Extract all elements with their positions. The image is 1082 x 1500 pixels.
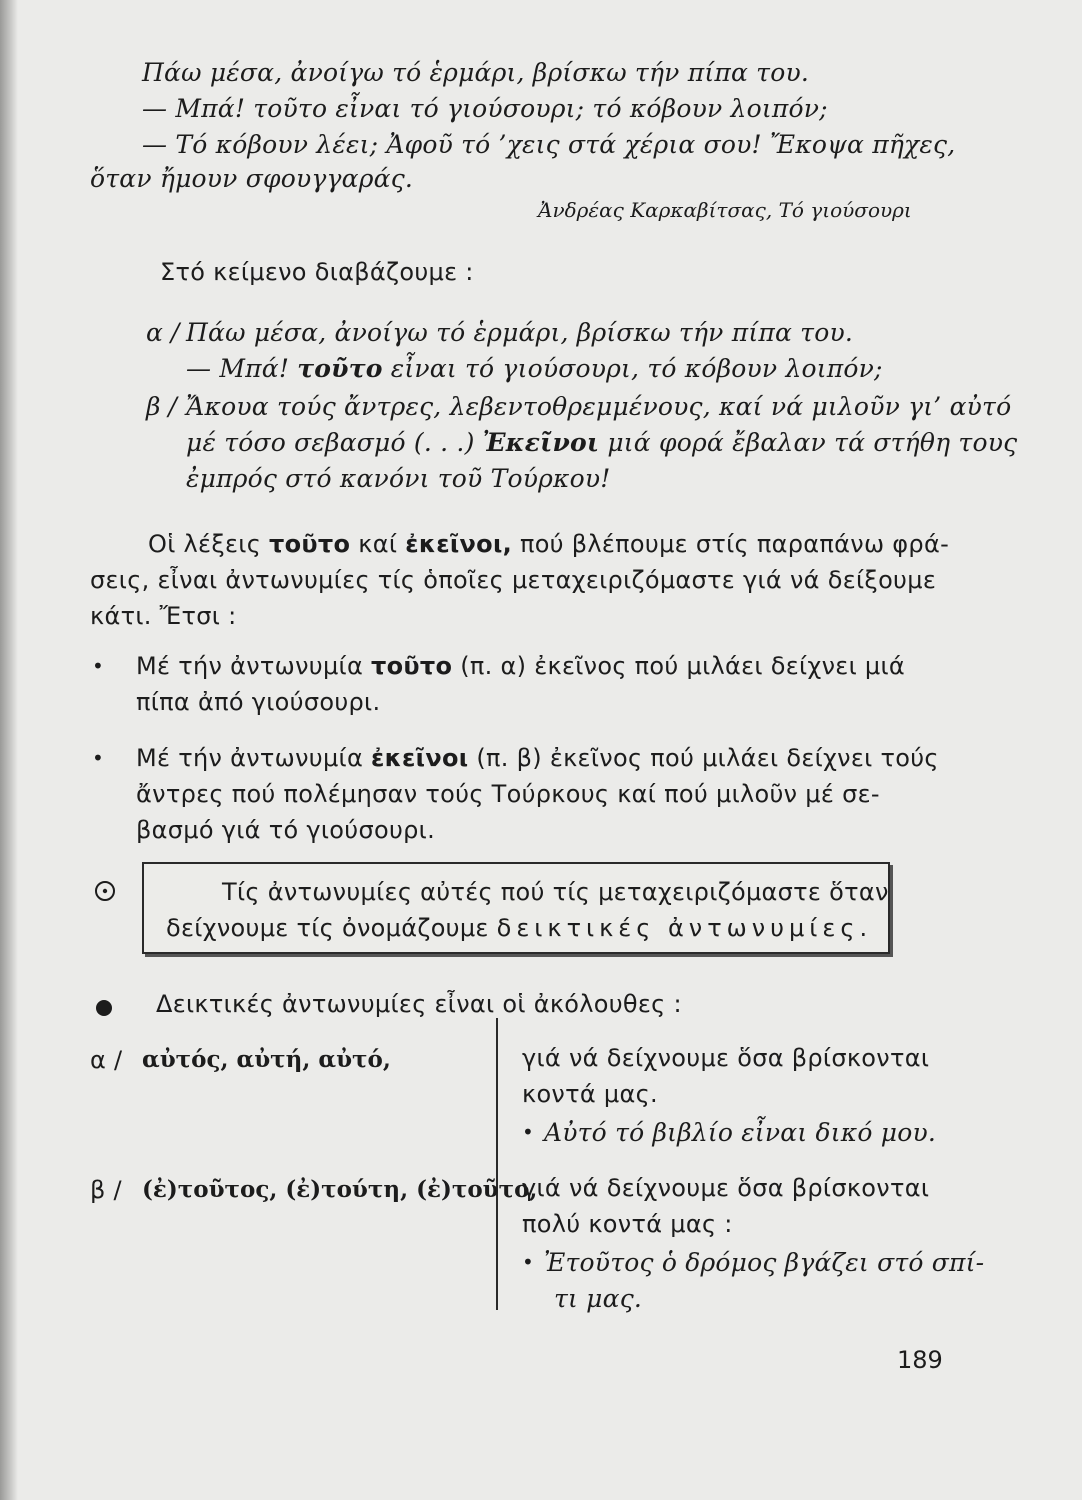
bullet-1-line-1: Μέ τήν ἀντωνυμία τοῦτο (π. α) ἐκεῖνος πού μιλάει δείχνει μιά — [136, 652, 906, 680]
list-b-desc-1: γιά νά δείχνουμε ὅσα βρίσκονται — [522, 1174, 930, 1202]
explanation-line-2: σεις, εἶναι ἀντωνυμίες τίς ὁποῖες μεταχειριζόμαστε γιά νά δείξουμε — [90, 566, 937, 594]
column-divider — [496, 1018, 498, 1310]
list-b-desc-2: πολύ κοντά μας : — [522, 1210, 733, 1238]
bullet-2-line-1: Μέ τήν ἀντωνυμία ἐκεῖνοι (π. β) ἐκεῖνος πού μιλάει δείχνει τούς — [136, 744, 939, 772]
reading-b-line-3: ἐμπρός στό κανόνι τοῦ Τούρκου! — [186, 464, 611, 493]
page-number: 189 — [897, 1346, 943, 1374]
rule-box-line-2: δείχνουμε τίς ὀνομάζουμε δεικτικές ἀντωνυμίες. — [166, 914, 873, 942]
bullet-icon: • — [522, 1120, 534, 1144]
reading-b-line-1: Ἄκουα τούς ἄντρες, λεβεντοθρεμμένους, καί νά μιλοῦν γι’ αὐτό — [186, 392, 1012, 421]
emphasis-touto: τοῦτο — [297, 354, 383, 383]
term-demonstrative-pronouns: δεικτικές ἀντωνυμίες. — [496, 914, 873, 942]
target-circle-icon — [94, 880, 116, 902]
emphasis-ekeinoi: Ἐκεῖνοι — [482, 428, 600, 457]
bullet-2-line-3: βασμό γιά τό γιούσουρι. — [136, 816, 436, 844]
list-heading: Δεικτικές ἀντωνυμίες εἶναι οἱ ἀκόλουθες : — [156, 990, 682, 1018]
reading-b-line-2: μέ τόσο σεβασμό (. . .) Ἐκεῖνοι μιά φορά ἔβαλαν τά στήθη τους — [186, 428, 1018, 457]
quote-line-3: — Τό κόβουν λέει; Ἀφοῦ τό ’χεις στά χέρια σου! Ἔκοψα πῆχες, — [142, 130, 956, 159]
reading-b-label: β / — [146, 392, 177, 421]
reading-a-line-1: Πάω μέσα, ἀνοίγω τό ἑρμάρι, βρίσκω τήν πίπα του. — [186, 318, 854, 347]
list-b-forms: (ἐ)τοῦτος, (ἐ)τούτη, (ἐ)τοῦτο, — [142, 1176, 538, 1203]
quote-line-2: — Μπά! τοῦτο εἶναι τό γιούσουρι; τό κόβουν λοιπόν; — [142, 94, 828, 123]
list-a-forms: αὐτός, αὐτή, αὐτό, — [142, 1046, 391, 1073]
list-a-label: α / — [90, 1046, 123, 1074]
list-b-label: β / — [90, 1176, 122, 1204]
list-bullet-icon — [96, 1000, 112, 1016]
list-b-example-1: Ἐτοῦτος ὁ δρόμος βγάζει στό σπί- — [544, 1248, 985, 1277]
reading-a-label: α / — [146, 318, 180, 347]
bullet-icon: • — [92, 654, 104, 678]
bullet-icon: • — [522, 1250, 534, 1274]
list-b-example-2: τι μας. — [554, 1284, 643, 1313]
explanation-line-1: Οἱ λέξεις τοῦτο καί ἐκεῖνοι, πού βλέπουμε στίς παραπάνω φρά- — [148, 530, 950, 558]
list-a-desc-1: γιά νά δείχνουμε ὅσα βρίσκονται — [522, 1044, 930, 1072]
explanation-line-3: κάτι. Ἔτσι : — [90, 602, 237, 630]
bullet-2-line-2: ἄντρες πού πολέμησαν τούς Τούρκους καί πού μιλοῦν μέ σε- — [136, 780, 880, 808]
reading-a-line-2: — Μπά! τοῦτο εἶναι τό γιούσουρι, τό κόβουν λοιπόν; — [186, 354, 883, 383]
list-a-desc-2: κοντά μας. — [522, 1080, 658, 1108]
bullet-icon: • — [92, 746, 104, 770]
list-a-example: Αὐτό τό βιβλίο εἶναι δικό μου. — [544, 1118, 936, 1147]
quote-author: Ἀνδρέας Καρκαβίτσας, Τό γιούσουρι — [538, 198, 912, 222]
reading-heading: Στό κείμενο διαβάζουμε : — [160, 258, 474, 286]
rule-box-line-1: Τίς ἀντωνυμίες αὐτές πού τίς μεταχειριζόμαστε ὅταν — [222, 878, 889, 906]
quote-line-4: ὅταν ἤμουν σφουγγαράς. — [90, 164, 414, 193]
bullet-1-line-2: πίπα ἀπό γιούσουρι. — [136, 688, 381, 716]
quote-line-1: Πάω μέσα, ἀνοίγω τό ἑρμάρι, βρίσκω τήν πίπα του. — [142, 58, 810, 87]
